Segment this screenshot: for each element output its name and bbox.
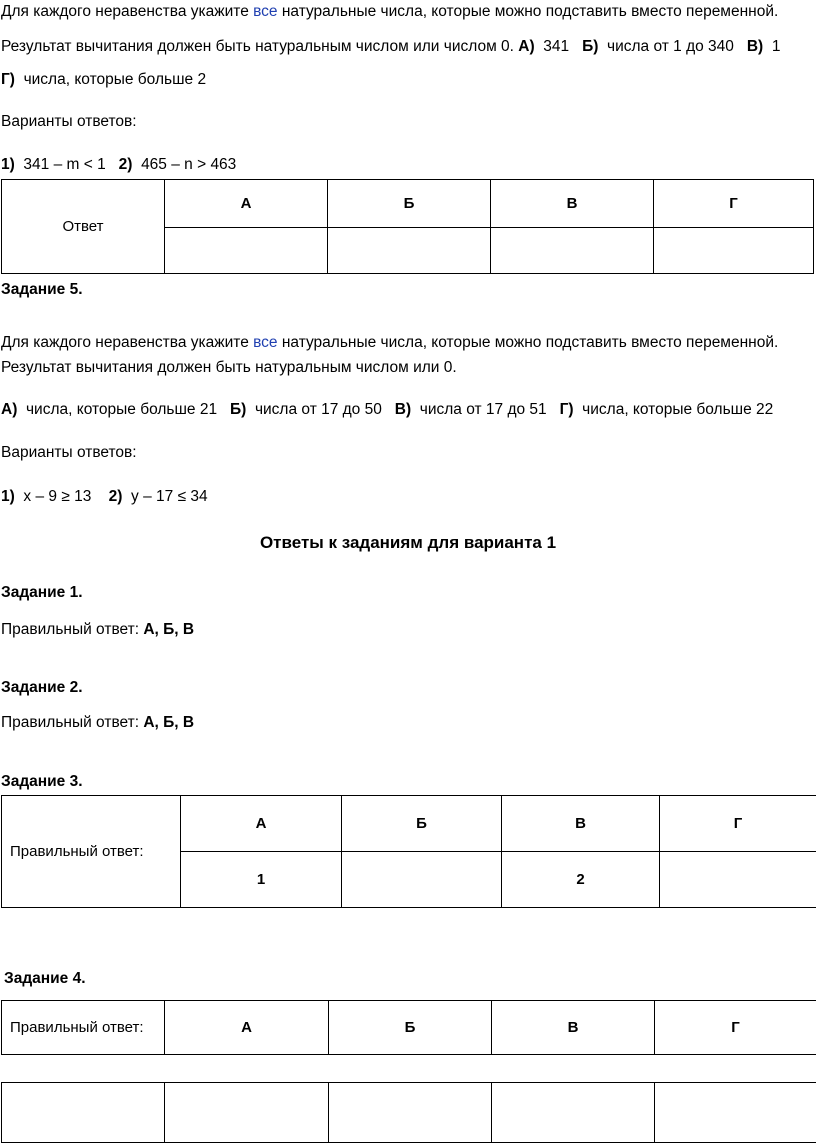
- answer-z4-header-b: Б: [329, 1001, 492, 1055]
- task4-table-header-b: Б: [328, 180, 491, 228]
- task4-opt-v-label: В): [747, 38, 763, 55]
- task4-answer-options: [1, 156, 236, 175]
- answer-z2-title: Задание 2.: [1, 679, 83, 698]
- answer-z3-header-a: А: [181, 796, 342, 852]
- answer-z2-label: Правильный ответ:: [1, 714, 143, 731]
- answer-z3-value-b: [342, 852, 502, 908]
- answer-z3-header-g: Г: [660, 796, 816, 852]
- task4-opt-g-label: Г): [1, 71, 15, 88]
- task4-answer-table: [1, 179, 814, 274]
- task5-ans2-label: 2): [109, 488, 123, 505]
- answer-z3-value-a: 1: [181, 852, 342, 908]
- answer-z3-value-g: [660, 852, 816, 908]
- answer-z4-header-g: Г: [655, 1001, 816, 1055]
- task4-answer-cell-b[interactable]: [328, 228, 491, 274]
- task5-opt-a-text: числа, которые больше 21: [26, 401, 217, 418]
- task4-ans2-label: 2): [119, 156, 133, 173]
- task4-table-header-v: В: [491, 180, 654, 228]
- answer-z4-value-g: [655, 1083, 816, 1143]
- task5-opt-b-label: Б): [230, 401, 246, 418]
- task4-answer-cell-g[interactable]: [654, 228, 814, 274]
- task4-intro-highlight: все: [253, 3, 277, 20]
- answer-z3-table: [1, 795, 816, 908]
- task5-intro-highlight: все: [253, 334, 277, 351]
- task5-variants-label: Варианты ответов:: [1, 444, 137, 463]
- answer-z3-header-b: Б: [342, 796, 502, 852]
- answer-z1-value: А, Б, В: [143, 621, 194, 638]
- task5-opt-b-text: числа от 17 до 50: [255, 401, 382, 418]
- task5-title: Задание 5.: [1, 281, 83, 300]
- task5-intro: [1, 334, 778, 353]
- task4-opt-g-text: числа, которые больше 2: [24, 71, 207, 88]
- answer-z2: [1, 714, 194, 733]
- task4-opt-v-text: 1: [772, 38, 781, 55]
- answer-z4-value-a: [165, 1083, 329, 1143]
- answers-heading: Ответы к заданиям для варианта 1: [0, 533, 816, 553]
- task5-opt-g-label: Г): [560, 401, 574, 418]
- answer-z3-header-v: В: [502, 796, 660, 852]
- answer-z3-title: Задание 3.: [1, 773, 83, 792]
- answer-z1-title: Задание 1.: [1, 584, 83, 603]
- answer-z1: [1, 621, 194, 640]
- task4-opt-b-label: Б): [582, 38, 598, 55]
- task4-line2-text: Результат вычитания должен быть натуральным числом или числом 0.: [1, 38, 514, 55]
- answer-z4-value-row: [1, 1082, 816, 1143]
- task4-table-header-a: А: [165, 180, 328, 228]
- task4-variants-label: Варианты ответов:: [1, 113, 137, 132]
- answer-z4-value-b: [329, 1083, 492, 1143]
- task4-answer-cell-a[interactable]: [165, 228, 328, 274]
- answer-z3-row-label: Правильный ответ:: [2, 796, 181, 908]
- task5-options: [1, 401, 773, 420]
- task4-table-row-label: Ответ: [2, 180, 165, 274]
- task5-intro-after: натуральные числа, которые можно подставить вместо переменной.: [278, 334, 779, 351]
- answer-z4-title: Задание 4.: [4, 970, 86, 989]
- answer-z4-value-v: [492, 1083, 655, 1143]
- task4-ans2-text: 465 – n > 463: [141, 156, 236, 173]
- answer-z4-header-a: А: [165, 1001, 329, 1055]
- answer-z4-row-label: Правильный ответ:: [2, 1001, 165, 1055]
- answer-z4-value-label-cell: [2, 1083, 165, 1143]
- answer-z4-header-v: В: [492, 1001, 655, 1055]
- task4-intro: [1, 3, 778, 22]
- task5-opt-v-label: В): [395, 401, 411, 418]
- task4-intro-before: Для каждого неравенства укажите: [1, 3, 253, 20]
- task4-intro-after: натуральные числа, которые можно подставить вместо переменной.: [278, 3, 779, 20]
- task4-table-header-g: Г: [654, 180, 814, 228]
- task5-ans1-label: 1): [1, 488, 15, 505]
- task5-ans1-text: x – 9 ≥ 13: [23, 488, 91, 505]
- answer-z3-value-v: 2: [502, 852, 660, 908]
- task4-opt-a-label: А): [518, 38, 534, 55]
- task4-ans1-label: 1): [1, 156, 15, 173]
- answer-z4-table: [1, 1000, 816, 1055]
- answer-z2-value: А, Б, В: [143, 714, 194, 731]
- task4-opt-a-text: 341: [543, 38, 569, 55]
- task4-ans1-text: 341 – m < 1: [23, 156, 105, 173]
- task4-opt-b-text: числа от 1 до 340: [607, 38, 734, 55]
- task5-answer-options: [1, 488, 208, 507]
- answer-z1-label: Правильный ответ:: [1, 621, 143, 638]
- task4-answer-cell-v[interactable]: [491, 228, 654, 274]
- task5-opt-a-label: А): [1, 401, 17, 418]
- task5-opt-g-text: числа, которые больше 22: [582, 401, 773, 418]
- task5-ans2-text: y – 17 ≤ 34: [131, 488, 208, 505]
- task4-line3: [1, 71, 206, 90]
- task5-intro-before: Для каждого неравенства укажите: [1, 334, 253, 351]
- task5-opt-v-text: числа от 17 до 51: [420, 401, 547, 418]
- task5-line2: Результат вычитания должен быть натуральным числом или 0.: [1, 359, 457, 378]
- task4-line2: [1, 38, 780, 57]
